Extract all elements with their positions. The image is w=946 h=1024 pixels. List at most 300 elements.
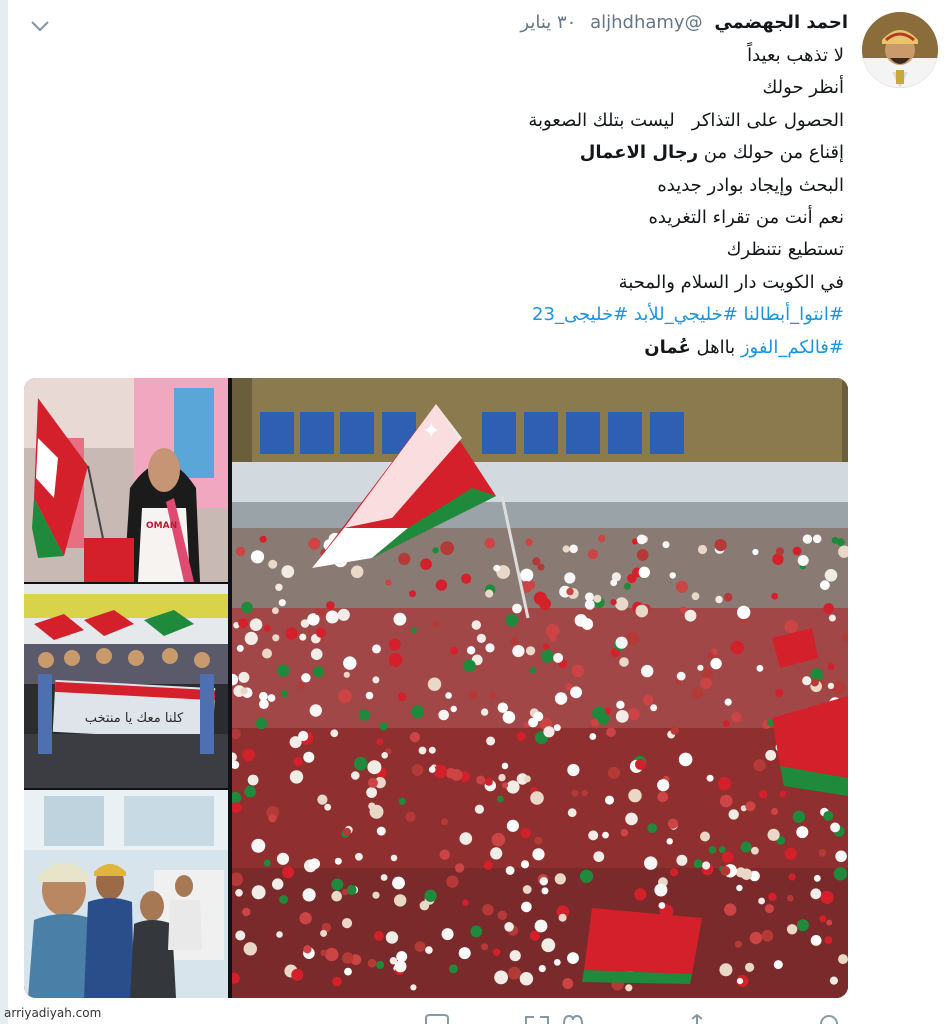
crowd-person [634,888,646,900]
crowd-person [720,795,733,808]
crowd-person [588,830,598,840]
crowd-person [434,765,448,779]
crowd-person [433,621,440,628]
crowd-person [765,904,774,913]
crowd-person [405,812,415,822]
crowd-person [616,710,629,723]
crowd-person [498,911,508,921]
crowd-person [787,895,794,902]
crowd-person [291,969,303,981]
crowd-person [567,952,579,964]
crowd-person [485,590,493,598]
crowd-person [310,704,322,716]
crowd-person [354,757,368,771]
crowd-person [241,687,248,694]
crowd-person [526,646,535,655]
author-name[interactable]: احمد الجهضمي [714,12,848,33]
crowd-person [814,875,821,882]
crowd-person [624,583,631,590]
selfie-image [24,790,228,998]
crowd-person [485,538,496,549]
crowd-person [391,855,398,862]
crowd-person [386,931,398,943]
crowd-person [553,653,563,663]
crowd-person [459,947,471,959]
crowd-person [700,832,710,842]
crowd-person [546,624,560,638]
crowd-person [281,565,294,578]
crowd-person [582,790,588,796]
media-photo-selfie[interactable] [24,790,228,998]
crowd-person [485,778,493,786]
crowd-person [293,757,302,766]
crowd-person [563,545,570,552]
retweet-icon[interactable] [524,1014,550,1024]
crowd-person [343,656,356,669]
crowd-person [476,776,485,785]
crowd-person [723,720,730,727]
hashtag-line-2-text: بااهل [690,336,741,358]
crowd-person [555,873,566,884]
tweet-text [244,40,844,364]
crowd-person [602,832,609,839]
crowd-person [736,885,742,891]
crowd-person [469,691,478,700]
crowd-person [424,890,436,902]
crowd-person [436,579,447,590]
crowd-person [368,803,375,810]
crowd-person [508,967,521,980]
media-photo-stadium[interactable] [232,378,848,998]
crowd-person [279,895,288,904]
crowd-person [520,569,533,582]
crowd-person [541,650,554,663]
crowd-person [410,732,420,742]
crowd-person [493,949,500,956]
crowd-person [745,801,755,811]
crowd-person [524,775,531,782]
crowd-person [654,884,667,897]
crowd-person [241,602,253,614]
crowd-person [813,535,822,544]
crowd-person [290,770,303,783]
crowd-person [759,790,767,798]
crowd-person [562,978,573,989]
crowd-person [490,847,502,859]
crowd-person [242,908,250,916]
hashtag-falkum[interactable]: #فالكم_الفوز [740,336,844,358]
crowd-person [745,963,754,972]
tweet-media[interactable] [24,378,848,998]
crowd-person [338,689,352,703]
crowd-person [751,847,759,855]
crowd-person [269,814,277,822]
crowd-person [428,678,441,691]
crowd-person [571,790,578,797]
tweet-line-4-text: إقناع من حولك من [698,142,844,164]
crowd-person [432,547,438,553]
crowd-person [635,759,646,770]
crowd-person [374,931,384,941]
crowd-person [481,708,488,715]
tweet-line-2: أنظر حولك [762,77,844,99]
crowd-person [320,930,327,937]
crowd-person [303,752,314,763]
crowd-person [643,695,654,706]
crowd-person [566,588,573,595]
crowd-person [735,941,742,948]
crowd-person [625,813,638,826]
crowd-person [774,960,783,969]
crowd-person [331,891,342,902]
crowd-person [757,665,764,672]
crowd-person [344,968,352,976]
crowd-person [251,839,265,853]
crowd-person [467,646,475,654]
crowd-person [494,971,508,985]
crowd-person [698,545,707,554]
crowd-person [325,948,339,962]
crowd-person [486,737,495,746]
crowd-person [381,874,388,881]
crowd-person [521,860,529,868]
crowd-person [768,829,780,841]
crowd-person [376,739,383,746]
crowd-person [399,798,406,805]
media-photo-fan-woman[interactable] [24,378,228,582]
crowd-person [502,782,508,788]
crowd-person [710,658,721,669]
crowd-person [709,846,717,854]
crowd-person [343,828,351,836]
avatar-photo [862,12,938,88]
crowd-person [530,791,544,805]
crowd-person [251,550,264,563]
crowd-person [715,539,727,551]
crowd-person [718,777,731,790]
crowd-person [676,581,688,593]
crowd-person [829,615,836,622]
crowd-person [828,663,835,670]
crowd-person [625,984,632,991]
crowd-person [482,904,494,916]
crowd-person [517,732,526,741]
crowd-person [489,691,496,698]
crowd-person [475,805,484,814]
crowd-person [324,804,331,811]
crowd-person [511,638,519,646]
crowd-person [260,536,267,543]
crowd-person [462,899,468,905]
crowd-person [793,811,805,823]
crowd-person [320,950,326,956]
crowd-person [616,637,628,649]
crowd-person [394,613,407,626]
crowd-person [789,873,796,880]
crowd-person [472,620,481,629]
crowd-person [725,699,732,706]
tweet-line-6: نعم أنت من تقراء التغريده [648,207,844,229]
crowd-person [679,753,693,767]
crowd-person [498,703,508,713]
crowd-person [299,912,311,924]
crowd-person [285,627,297,639]
crowd-person [395,960,407,972]
chevron-down-icon[interactable] [28,14,52,38]
crowd-person [412,764,424,776]
crowd-person [248,775,259,786]
media-photo-banner[interactable] [24,584,228,788]
crowd-person [502,763,509,770]
svg-text:OMAN: OMAN [146,521,178,531]
like-icon[interactable] [560,1014,586,1024]
crowd-person [379,722,387,730]
crowd-person [521,902,532,913]
crowd-person [505,614,518,627]
tweet-date[interactable]: ٣٠ يناير [520,12,577,33]
crowd-person [832,681,845,694]
crowd-person [837,538,845,546]
crowd-person [237,645,244,652]
crowd-person [637,549,649,561]
crowd-person [758,898,765,905]
crowd-person [636,605,649,618]
hashtag-line-1[interactable]: #انتوا_أبطالنا #خليجي_للأبد #خليجى_23 [532,304,844,326]
crowd-person [308,538,320,550]
crowd-person [619,657,629,667]
crowd-person [752,549,758,555]
avatar[interactable] [862,12,938,88]
crowd-person [555,692,567,704]
crowd-person [702,861,710,869]
crowd-person [326,601,335,610]
crowd-person [707,653,714,660]
crowd-person [461,574,471,584]
crowd-person [543,643,549,649]
fan-woman-image [24,378,228,582]
crowd-person [484,861,493,870]
crowd-person [538,564,545,571]
crowd-person [820,891,833,904]
crowd-person [510,950,521,961]
crowd-person [692,688,703,699]
crowd-person [787,924,797,934]
crowd-person [768,893,776,901]
crowd-person [611,599,617,605]
crowd-person [540,877,548,885]
crowd-person [668,819,678,829]
crowd-person [307,613,319,625]
crowd-person [410,984,416,990]
crowd-person [534,837,542,845]
crowd-person [530,667,537,674]
crowd-person [539,965,546,972]
crowd-person [429,747,436,754]
crowd-person [298,731,308,741]
reply-icon[interactable] [424,1014,450,1024]
crowd-person [420,558,432,570]
tweet-line-3: الحصول على التذاكر ليست بتلك الصعوبة [528,109,844,131]
crowd-person [719,963,732,976]
crowd-person [381,752,388,759]
crowd-person [377,827,386,836]
crowd-person [409,590,416,597]
crowd-person [303,888,316,901]
crowd-person [741,869,752,880]
crowd-person [702,668,713,679]
crowd-person [663,541,670,548]
stadium-crowd-image [232,378,848,998]
crowd-person [396,951,407,962]
tweet-line-4 [244,137,844,169]
site-watermark: arriyadiyah.com [4,1006,102,1020]
crowd-person [605,796,614,805]
crowd-person [741,842,752,853]
crowd-person [750,932,762,944]
crowd-person [351,566,364,579]
crowd-person [694,859,703,868]
crowd-person [389,639,401,651]
crowd-person [677,672,686,681]
svg-text:✦: ✦ [422,419,441,444]
crowd-person [570,686,582,698]
crowd-person [772,554,783,565]
crowd-person [326,611,339,624]
crowd-person [707,775,714,782]
crowd-person [834,867,847,880]
crowd-person [236,547,245,556]
crowd-person [721,866,731,876]
crowd-person [637,535,647,545]
crowd-person [569,545,578,554]
crowd-person [347,885,357,895]
crowd-person [440,850,450,860]
crowd-person [543,726,554,737]
crowd-person [828,683,834,689]
crowd-person [802,676,811,685]
crowd-person [299,634,306,641]
crowd-person [235,931,245,941]
crowd-person [498,774,505,781]
crowd-person [272,878,283,889]
crowd-person [351,771,360,780]
crowd-person [785,620,798,633]
crowd-person [667,838,673,844]
crowd-person [301,673,310,682]
crowd-person [344,672,350,678]
crowd-person [372,892,379,899]
crowd-person [441,818,448,825]
crowd-person [268,694,276,702]
crowd-person [820,580,830,590]
crowd-person [250,618,263,631]
crowd-person [825,936,833,944]
crowd-person [272,634,279,641]
crowd-person [398,553,410,565]
crowd-person [372,644,381,653]
crowd-person [533,712,543,722]
crowd-person [572,665,584,677]
crowd-person [442,928,454,940]
author-handle[interactable]: @aljhdhamy [590,12,703,33]
crowd-person [277,664,289,676]
crowd-person [238,672,249,683]
dm-icon[interactable] [816,1014,842,1024]
crowd-person [275,584,282,591]
crowd-person [252,885,266,899]
crowd-person [477,634,486,643]
crowd-person [512,645,524,657]
crowd-person [264,625,271,632]
crowd-person [355,853,363,861]
crowd-person [342,918,352,928]
crowd-person [368,778,378,788]
crowd-person [419,747,427,755]
crowd-person [811,678,819,686]
share-icon[interactable] [684,1014,710,1024]
crowd-person [641,665,653,677]
banner-text: كلنا معك يا منتخب [84,711,184,726]
crowd-person [262,649,272,659]
crowd-person [771,808,778,815]
crowd-person [314,608,321,615]
crowd-person [367,760,381,774]
crowd-person [535,920,548,933]
crowd-person [372,676,379,683]
crowd-person [503,711,516,724]
crowd-person [724,593,733,602]
crowd-person [719,846,726,853]
crowd-person [608,767,620,779]
crowd-person [627,574,637,584]
crowd-person [589,733,596,740]
crowd-person [335,858,342,865]
crowd-person [389,653,403,667]
crowd-person [606,727,616,737]
crowd-person [485,643,494,652]
crowd-person [425,946,433,954]
crowd-person [446,875,458,887]
crowd-person [610,579,617,586]
crowd-person [737,606,750,619]
tweet-line-7: تستطيع نتنظرك [726,239,844,261]
crowd-person [332,977,342,987]
crowd-person [568,808,577,817]
crowd-person [481,943,488,950]
crowd-person [316,628,326,638]
crowd-person [392,877,405,890]
crowd-person [598,535,605,542]
crowd-person [277,853,289,865]
crowd-person [819,915,826,922]
crowd-person [504,922,514,932]
crowd-person [585,592,594,601]
crowd-person [644,856,657,869]
crowd-person [648,823,658,833]
crowd-person [415,941,426,952]
crowd-person [398,692,407,701]
crowd-person [530,931,540,941]
hashtag-line-2 [244,332,844,364]
crowd-person [657,791,668,802]
crowd-person [282,866,294,878]
crowd-person [793,547,802,556]
crowd-person [554,959,561,966]
crowd-person [676,855,687,866]
crowd-person [628,708,640,720]
tweet-header [520,12,848,33]
crowd-person [450,647,458,655]
